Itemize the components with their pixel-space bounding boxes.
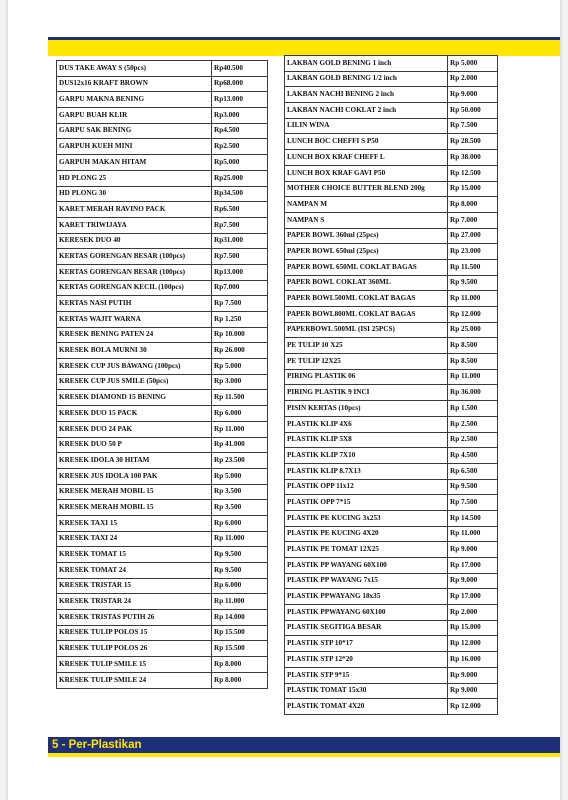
price-row [285,338,498,354]
item-name: KRESEK DUO 15 PACK [57,406,212,422]
price-row [285,495,498,511]
item-price: Rp 14.500 [448,510,498,526]
price-row [285,259,498,275]
price-row [285,463,498,479]
price-row [285,56,498,72]
item-price: Rp 11.000 [212,594,268,610]
item-name: PLASTIK PP WAYANG 7x15 [285,573,448,589]
price-row [57,547,268,563]
footer-yellow-stripe [48,753,560,757]
item-price: Rp 11.500 [448,259,498,275]
header-yellow-band [48,40,560,56]
item-price: Rp 1.500 [448,401,498,417]
price-row [57,249,268,265]
price-row [285,683,498,699]
price-row [285,244,498,260]
price-row [285,605,498,621]
price-row [57,264,268,280]
price-row [57,359,268,375]
price-row [285,526,498,542]
price-row [285,369,498,385]
item-price: Rp 25.000 [448,322,498,338]
item-name: PLASTIK OPP 11x12 [285,479,448,495]
price-row [285,197,498,213]
item-name: GARPUH KUEH MINI [57,139,212,155]
price-row [57,233,268,249]
item-price: Rp 11.500 [212,390,268,406]
item-name: KERESEK DUO 40 [57,233,212,249]
item-price: Rp 5.000 [212,359,268,375]
price-row [285,401,498,417]
item-price: Rp 26.000 [212,343,268,359]
item-name: PISIN KERTAS (10pcs) [285,401,448,417]
item-price: Rp7.500 [212,217,268,233]
item-name: KRESEK IDOLA 30 HITAM [57,453,212,469]
item-price: Rp 9.000 [448,87,498,103]
item-price: Rp 15.000 [448,181,498,197]
item-price: Rp 9.000 [448,573,498,589]
item-price: Rp 7.000 [448,212,498,228]
price-row [285,165,498,181]
item-name: PAPER BOWL 650ml (25pcs) [285,244,448,260]
price-row [57,123,268,139]
item-name: LAKBAN NACHI BENING 2 inch [285,87,448,103]
price-row [285,87,498,103]
item-name: KRESEK TULIP SMILE 15 [57,657,212,673]
price-row [57,531,268,547]
price-row [285,573,498,589]
item-price: Rp 17.000 [448,589,498,605]
item-price: Rp 11.000 [212,421,268,437]
item-name: KRESEK TRISTAR 24 [57,594,212,610]
item-name: KERTAS NASI PUTIH [57,296,212,312]
item-price: Rp 3.500 [212,484,268,500]
item-name: LILIN WINA [285,118,448,134]
item-name: KRESEK BENING PATEN 24 [57,327,212,343]
price-row [285,354,498,370]
item-name: PIRING PLASTIK 9 INCI [285,385,448,401]
item-price: Rp 8.000 [212,657,268,673]
price-table-left [56,60,268,689]
price-row [57,563,268,579]
price-row [285,212,498,228]
item-price: Rp 6.000 [212,578,268,594]
item-price: Rp 11.000 [448,291,498,307]
item-price: Rp2.500 [212,139,268,155]
item-name: KRESEK TRISTAS PUTIH 26 [57,610,212,626]
item-name: KRESEK TRISTAR 15 [57,578,212,594]
item-price: Rp 9.000 [448,683,498,699]
item-price: Rp 6.500 [448,463,498,479]
item-name: GARPUH MAKAN HITAM [57,155,212,171]
item-price: Rp 8.500 [448,354,498,370]
price-row [285,558,498,574]
item-price: Rp 9.500 [212,563,268,579]
price-row [285,307,498,323]
item-name: LAKBAN NACHI COKLAT 2 inch [285,103,448,119]
price-row [57,641,268,657]
price-row [285,542,498,558]
item-name: KRESEK BOLA MURNI 30 [57,343,212,359]
price-row [285,510,498,526]
item-name: MOTHER CHOICE BUTTER BLEND 200g [285,181,448,197]
item-name: PAPER BOWL 650ML COKLAT BAGAS [285,259,448,275]
price-row [285,118,498,134]
price-row [285,228,498,244]
price-row [285,385,498,401]
item-price: Rp 4.500 [448,448,498,464]
item-name: PAPER BOWL500ML COKLAT BAGAS [285,291,448,307]
price-row [57,594,268,610]
item-name: KRESEK TOMAT 24 [57,563,212,579]
item-name: KARET MERAH RAVINO PACK [57,202,212,218]
price-row [57,327,268,343]
item-name: KRESEK CUP JUS SMILE (50pcs) [57,374,212,390]
item-name: PLASTIK KLIP 8.7X13 [285,463,448,479]
item-price: Rp25.000 [212,170,268,186]
footer-section-label: 5 - Per-Plastikan [52,739,142,751]
price-row [285,667,498,683]
item-name: LUNCH BOX KRAF GAVI P50 [285,165,448,181]
item-name: KRESEK TULIP SMILE 24 [57,672,212,688]
item-price: Rp 11.000 [448,369,498,385]
item-name: PLASTIK TOMAT 15x30 [285,683,448,699]
item-price: Rp 6.000 [212,406,268,422]
price-row [57,406,268,422]
price-row [57,468,268,484]
item-name: KRESEK TAXI 15 [57,515,212,531]
item-name: LAKBAN GOLD BENING 1/2 inch [285,71,448,87]
item-price: Rp 9.500 [212,547,268,563]
item-name: GARPU SAK BENING [57,123,212,139]
item-name: KRESEK DIAMOND 15 BENING [57,390,212,406]
item-name: PE TULIP 10 X25 [285,338,448,354]
item-price: Rp 7.500 [448,118,498,134]
price-row [57,61,268,77]
price-row [57,421,268,437]
item-price: Rp 28.500 [448,134,498,150]
price-row [285,620,498,636]
price-row [285,291,498,307]
item-name: GARPU MAKNA BENING [57,92,212,108]
price-row [57,390,268,406]
price-row [57,202,268,218]
item-price: Rp13.000 [212,264,268,280]
item-price: Rp 41.000 [212,437,268,453]
item-name: NAMPAN S [285,212,448,228]
item-name: KRESEK MERAH MOBIL 15 [57,500,212,516]
price-row [285,448,498,464]
price-row [57,500,268,516]
item-name: LUNCH BOC CHEFFI S P50 [285,134,448,150]
item-price: Rp 8.500 [448,338,498,354]
price-row [57,515,268,531]
item-name: KERTAS GORENGAN BESAR (100pcs) [57,264,212,280]
item-price: Rp 12.500 [448,165,498,181]
item-name: PIRING PLASTIK 06 [285,369,448,385]
price-row [285,322,498,338]
price-row [57,170,268,186]
item-name: KRESEK CUP JUS BAWANG (100pcs) [57,359,212,375]
item-name: KRESEK TAXI 24 [57,531,212,547]
price-row [57,437,268,453]
item-price: Rp 3.500 [212,500,268,516]
price-row [57,453,268,469]
item-name: GARPU BUAH KLIR [57,108,212,124]
price-row [285,699,498,715]
item-price: Rp 8.000 [448,197,498,213]
item-price: Rp 16.000 [448,652,498,668]
item-price: Rp 11.000 [212,531,268,547]
item-price: Rp4.500 [212,123,268,139]
item-name: PLASTIK STP 10*17 [285,636,448,652]
price-row [285,275,498,291]
item-price: Rp 5.000 [212,468,268,484]
price-row [57,484,268,500]
item-name: KERTAS GORENGAN KECIL (100pcs) [57,280,212,296]
item-price: Rp68.000 [212,76,268,92]
item-name: PAPER BOWL 360ml (25pcs) [285,228,448,244]
item-name: PLASTIK PP WAYANG 60X100 [285,558,448,574]
price-row [57,312,268,328]
item-name: PLASTIK PE KUCING 3x253 [285,510,448,526]
item-name: PE TULIP 12X25 [285,354,448,370]
item-name: DUS12x16 KRAFT BROWN [57,76,212,92]
item-name: DUS TAKE AWAY S (50pcs) [57,61,212,77]
price-row [57,657,268,673]
item-price: Rp 23.500 [212,453,268,469]
item-price: Rp 14.000 [212,610,268,626]
price-row [285,103,498,119]
price-row [57,610,268,626]
price-row [285,181,498,197]
item-name: PLASTIK TOMAT 4X20 [285,699,448,715]
price-row [285,416,498,432]
item-price: Rp13.000 [212,92,268,108]
item-price: Rp 2.500 [448,416,498,432]
item-price: Rp 27.000 [448,228,498,244]
item-name: KRESEK TULIP POLOS 15 [57,625,212,641]
price-row [285,636,498,652]
item-price: Rp 1.250 [212,312,268,328]
item-price: Rp5.000 [212,155,268,171]
item-price: Rp 50.000 [448,103,498,119]
item-price: Rp7.500 [212,249,268,265]
price-row [57,672,268,688]
price-row [285,150,498,166]
item-name: KRESEK DUO 24 PAK [57,421,212,437]
item-price: Rp 9.500 [448,275,498,291]
item-price: Rp 12.000 [448,699,498,715]
price-row [285,479,498,495]
item-price: Rp 2.000 [448,71,498,87]
item-price: Rp 2.500 [448,432,498,448]
item-name: PLASTIK PPWAYANG 60X100 [285,605,448,621]
price-row [285,589,498,605]
item-price: Rp 8.000 [212,672,268,688]
item-price: Rp6.500 [212,202,268,218]
price-row [57,296,268,312]
item-price: Rp 12.000 [448,307,498,323]
item-price: Rp 10.000 [212,327,268,343]
item-name: KERTAS WAJIT WARNA [57,312,212,328]
item-price: Rp 5.000 [448,56,498,72]
item-name: PLASTIK STP 12*20 [285,652,448,668]
item-price: Rp 38.000 [448,150,498,166]
item-price: Rp 7.500 [448,495,498,511]
item-name: LUNCH BOX KRAF CHEFF L [285,150,448,166]
item-name: PLASTIK STP 9*15 [285,667,448,683]
item-price: Rp 15.500 [212,625,268,641]
item-name: HD PLONG 25 [57,170,212,186]
price-row [57,374,268,390]
price-row [57,108,268,124]
catalog-page [8,0,560,800]
item-price: Rp 9.000 [448,542,498,558]
price-row [285,652,498,668]
item-name: KRESEK MERAH MOBIL 15 [57,484,212,500]
item-name: KRESEK JUS IDOLA 100 PAK [57,468,212,484]
item-price: Rp 9.000 [448,667,498,683]
item-price: Rp40.500 [212,61,268,77]
item-price: Rp7.000 [212,280,268,296]
item-name: KRESEK TOMAT 15 [57,547,212,563]
item-name: PLASTIK KLIP 5X8 [285,432,448,448]
item-name: PAPER BOWL800ML COKLAT BAGAS [285,307,448,323]
price-row [57,343,268,359]
item-price: Rp31.000 [212,233,268,249]
item-name: PAPERBOWL 500ML (ISI 25PCS) [285,322,448,338]
price-row [285,134,498,150]
price-row [57,92,268,108]
item-name: PLASTIK SEGITIGA BESAR [285,620,448,636]
price-row [57,217,268,233]
item-name: PLASTIK OPP 7*15 [285,495,448,511]
item-name: PLASTIK PPWAYANG 18x35 [285,589,448,605]
item-name: PLASTIK PE TOMAT 12X25 [285,542,448,558]
item-price: Rp 17.000 [448,558,498,574]
price-row [57,139,268,155]
item-price: Rp 23.000 [448,244,498,260]
item-price: Rp 9.500 [448,479,498,495]
item-price: Rp 15.500 [212,641,268,657]
item-price: Rp 7.500 [212,296,268,312]
item-name: KARET TRIWIJAYA [57,217,212,233]
item-name: HD PLONG 30 [57,186,212,202]
price-row [285,71,498,87]
price-row [57,578,268,594]
item-name: PLASTIK KLIP 4X6 [285,416,448,432]
item-name: LAKBAN GOLD BENING 1 inch [285,56,448,72]
item-price: Rp 2.000 [448,605,498,621]
item-price: Rp34.500 [212,186,268,202]
price-row [57,186,268,202]
price-table-right [284,55,498,715]
price-row [285,432,498,448]
item-name: NAMPAN M [285,197,448,213]
price-row [57,280,268,296]
item-price: Rp 36.000 [448,385,498,401]
item-name: KRESEK DUO 50 P [57,437,212,453]
item-price: Rp 3.000 [212,374,268,390]
item-price: Rp 15.000 [448,620,498,636]
item-price: Rp 12.000 [448,636,498,652]
item-name: PAPER BOWL COKLAT 360ML [285,275,448,291]
price-row [57,155,268,171]
item-name: KERTAS GORENGAN BESAR (100pcs) [57,249,212,265]
item-price: Rp 6.000 [212,515,268,531]
item-price: Rp3.000 [212,108,268,124]
item-name: PLASTIK PE KUCING 4X20 [285,526,448,542]
price-row [57,76,268,92]
item-price: Rp 11.000 [448,526,498,542]
item-name: PLASTIK KLIP 7X10 [285,448,448,464]
price-row [57,625,268,641]
item-name: KRESEK TULIP POLOS 26 [57,641,212,657]
